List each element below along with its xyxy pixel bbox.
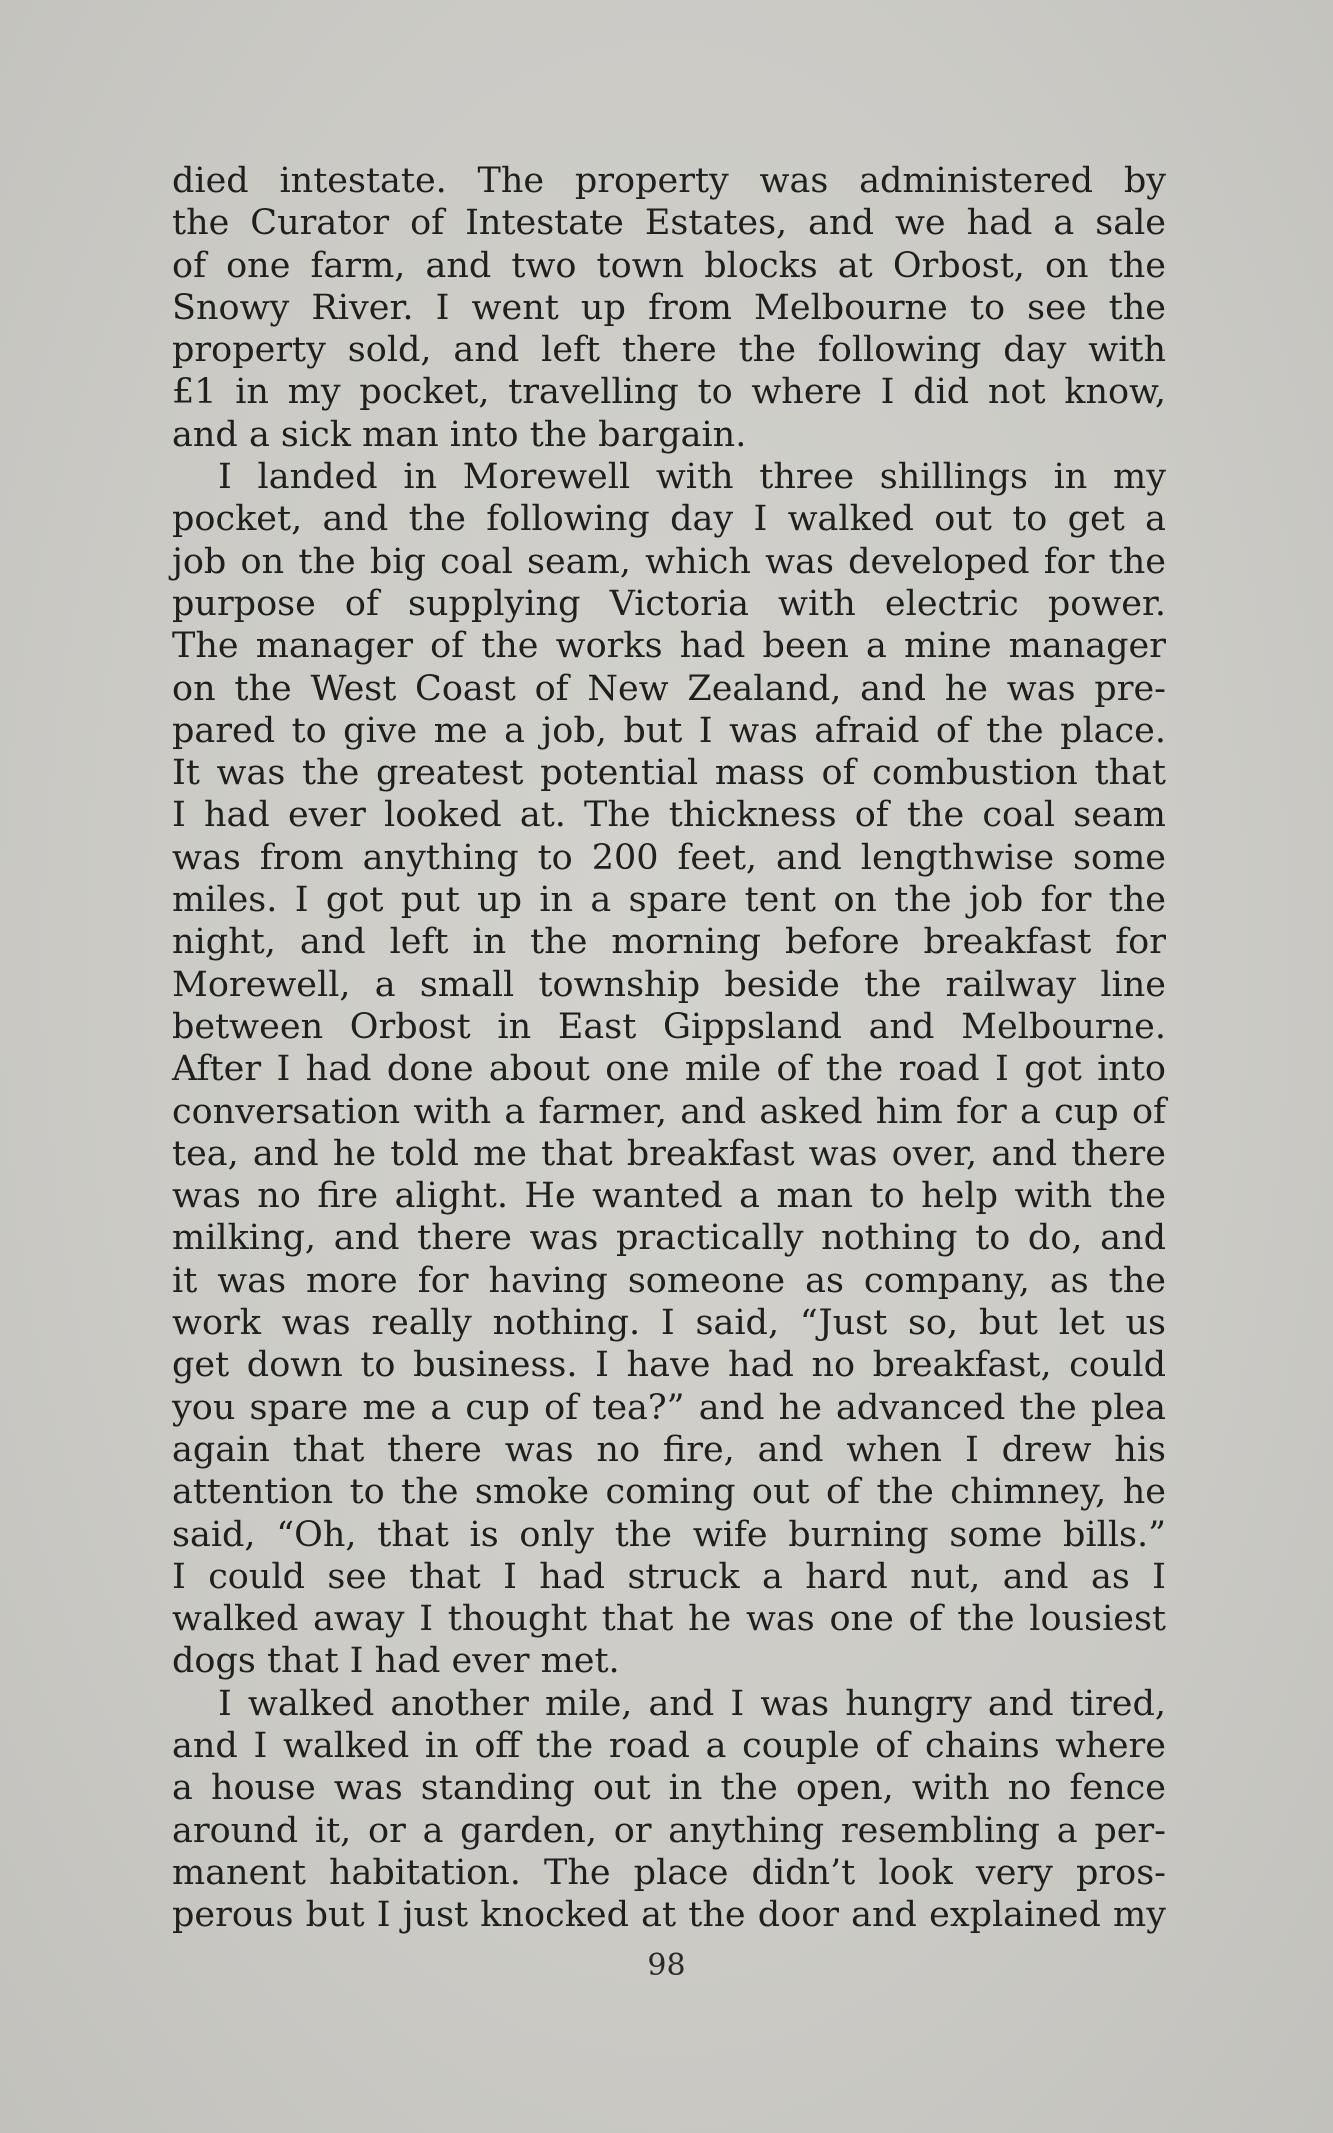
- body-text: [172, 160, 1166, 1936]
- text-line: around it, or a garden, or anything resembling a per-: [172, 1810, 1166, 1851]
- text-line: property sold, and left there the following day with: [172, 330, 1166, 371]
- text-line: was no fire alight. He wanted a man to help with the: [172, 1176, 1166, 1217]
- text-line: purpose of supplying Victoria with electric power.: [172, 583, 1166, 624]
- text-line: It was the greatest potential mass of combustion that: [172, 753, 1166, 794]
- text-line: manent habitation. The place didn’t look very pros-: [172, 1852, 1166, 1893]
- text-line: walked away I thought that he was one of the lousiest: [172, 1599, 1166, 1640]
- text-line: £1 in my pocket, travelling to where I did not know,: [172, 372, 1166, 413]
- text-line: I could see that I had struck a hard nut, and as I: [172, 1556, 1166, 1597]
- text-line: I landed in Morewell with three shillings in my: [218, 457, 1166, 498]
- text-line: miles. I got put up in a spare tent on the job for the: [172, 880, 1166, 921]
- text-line: attention to the smoke coming out of the chimney, he: [172, 1472, 1166, 1513]
- page-number: 98: [647, 1948, 686, 1983]
- text-line: Snowy River. I went up from Melbourne to see the: [172, 287, 1166, 328]
- text-line: of one farm, and two town blocks at Orbost, on the: [172, 245, 1166, 286]
- text-line: and a sick man into the bargain.: [172, 414, 747, 455]
- text-line: on the West Coast of New Zealand, and he was pre-: [172, 668, 1166, 709]
- text-line: conversation with a farmer, and asked him for a cup of: [172, 1091, 1166, 1132]
- text-line: I had ever looked at. The thickness of the coal seam: [172, 795, 1166, 836]
- text-line: night, and left in the morning before breakfast for: [172, 922, 1166, 963]
- text-line: between Orbost in East Gippsland and Melbourne.: [172, 1006, 1166, 1047]
- text-line: pared to give me a job, but I was afraid of the place.: [172, 710, 1166, 751]
- text-line: perous but I just knocked at the door and explained my: [172, 1895, 1166, 1936]
- text-line: again that there was no fire, and when I drew his: [172, 1429, 1166, 1470]
- text-line: After I had done about one mile of the road I got into: [172, 1049, 1166, 1090]
- text-line: work was really nothing. I said, “Just so, but let us: [172, 1303, 1166, 1344]
- text-line: job on the big coal seam, which was developed for the: [172, 541, 1166, 582]
- text-line: and I walked in off the road a couple of chains where: [172, 1725, 1166, 1766]
- text-line: dogs that I had ever met.: [172, 1641, 620, 1682]
- text-line: you spare me a cup of tea?” and he advanced the plea: [172, 1387, 1166, 1428]
- paragraph: [172, 1683, 1166, 1937]
- text-line: said, “Oh, that is only the wife burning some bills.”: [172, 1514, 1166, 1555]
- text-line: the Curator of Intestate Estates, and we had a sale: [172, 203, 1166, 244]
- text-line: pocket, and the following day I walked out to get a: [172, 499, 1166, 540]
- text-line: I walked another mile, and I was hungry and tired,: [218, 1683, 1166, 1724]
- text-line: was from anything to 200 feet, and lengthwise some: [172, 837, 1166, 878]
- text-line: The manager of the works had been a mine manager: [172, 626, 1166, 667]
- text-line: a house was standing out in the open, with no fence: [172, 1768, 1166, 1809]
- text-line: tea, and he told me that breakfast was over, and there: [172, 1133, 1166, 1174]
- text-line: milking, and there was practically nothing to do, and: [172, 1218, 1166, 1259]
- text-line: Morewell, a small township beside the railway line: [172, 964, 1166, 1005]
- text-line: it was more for having someone as company, as the: [172, 1260, 1166, 1301]
- text-line: died intestate. The property was administered by: [172, 161, 1166, 201]
- text-line: get down to business. I have had no breakfast, could: [172, 1345, 1166, 1386]
- paragraph: [172, 456, 1166, 1683]
- paragraph: [172, 160, 1166, 456]
